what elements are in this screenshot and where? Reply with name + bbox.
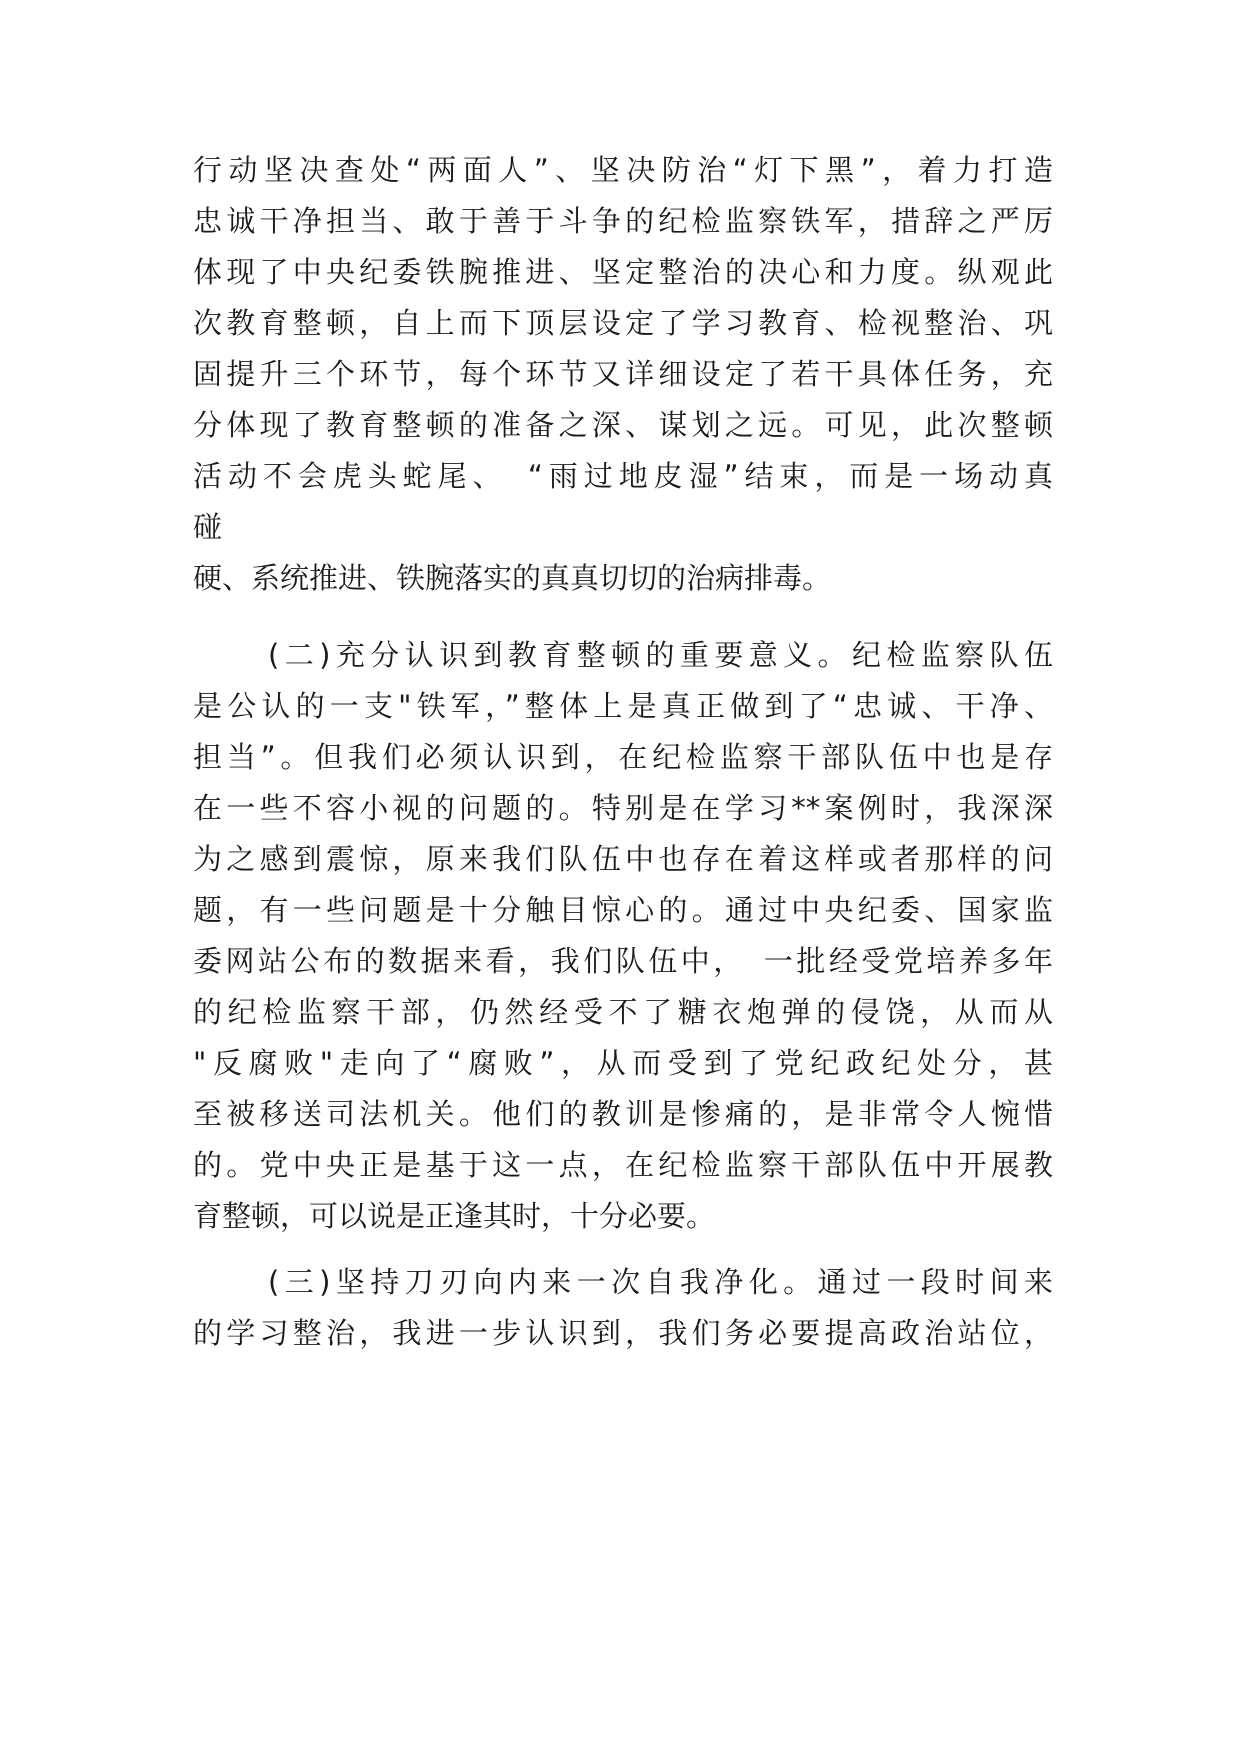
text-line: 碰 (193, 510, 223, 544)
text-line: 育整顿，可以说是正逢其时，十分必要。 (193, 1199, 716, 1233)
text-line: 至被移送司法机关。他们的教训是惨痛的，是非常令人惋惜 (193, 1097, 1053, 1131)
text-line: 委网站公布的数据来看，我们队伍中， 一批经受党培养多年 (193, 944, 1053, 978)
text-line: 的。党中央正是基于这一点，在纪检监察干部队伍中开展教 (193, 1148, 1053, 1182)
text-line: 题，有一些问题是十分触目惊心的。通过中央纪委、国家监 (193, 893, 1053, 927)
section-heading-2: (二)充分认识到教育整顿的重要意义。纪检监察队伍 (268, 638, 1053, 672)
text-line: 的学习整治，我进一步认识到，我们务必要提高政治站位， (193, 1316, 1053, 1350)
text-line: 活动不会虎头蛇尾、 “雨过地皮湿”结束，而是一场动真 (193, 459, 1053, 493)
text-line: 在一些不容小视的问题的。特别是在学习**案例时，我深深 (193, 791, 1053, 825)
text-line: 是公认的一支"铁军，”整体上是真正做到了“忠诚、干净、 (193, 689, 1053, 723)
text-line: 为之感到震惊，原来我们队伍中也存在着这样或者那样的问 (193, 842, 1053, 876)
text-line: 体现了中央纪委铁腕推进、坚定整治的决心和力度。纵观此 (193, 255, 1053, 289)
text-line: 次教育整顿，自上而下顶层设定了学习教育、检视整治、巩 (193, 306, 1053, 340)
text-line: "反腐败"走向了“腐败”，从而受到了党纪政纪处分，甚 (193, 1046, 1053, 1080)
text-line: 行动坚决查处“两面人”、坚决防治“灯下黑”，着力打造 (193, 153, 1053, 187)
text-line: 担当”。但我们必须认识到，在纪检监察干部队伍中也是存 (193, 740, 1053, 774)
text-line: 固提升三个环节，每个环节又详细设定了若干具体任务，充 (193, 357, 1053, 391)
text-line: 的纪检监察干部，仍然经受不了糖衣炮弹的侵饶，从而从 (193, 995, 1053, 1029)
text-line: 硬、系统推进、铁腕落实的真真切切的治病排毒。 (193, 561, 832, 595)
section-heading-3: (三)坚持刀刃向内来一次自我净化。通过一段时间来 (268, 1265, 1053, 1299)
text-line: 忠诚干净担当、敢于善于斗争的纪检监察铁军，措辞之严厉 (193, 204, 1053, 238)
text-line: 分体现了教育整顿的准备之深、谋划之远。可见，此次整顿 (193, 408, 1053, 442)
